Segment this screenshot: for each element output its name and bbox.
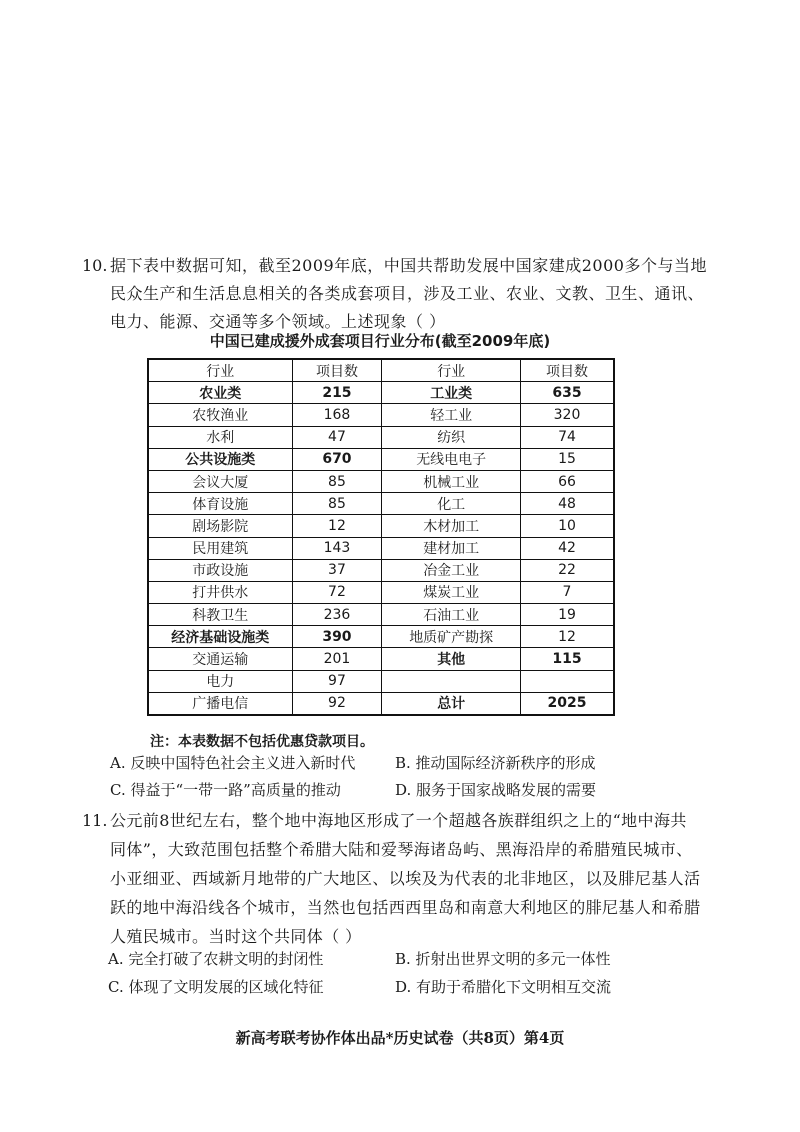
table-cell: 广播电信 <box>148 692 292 715</box>
table-cell: 农牧渔业 <box>148 404 292 426</box>
table-cell: 电力 <box>148 670 292 692</box>
table-cell: 115 <box>521 648 615 670</box>
table-row <box>148 559 614 581</box>
header-cell: 项目数 <box>521 359 615 382</box>
table-cell: 670 <box>292 448 382 470</box>
table-cell <box>521 670 615 692</box>
question-11 <box>82 806 702 951</box>
table-row <box>148 426 614 448</box>
table-row <box>148 626 614 648</box>
table-cell: 总计 <box>382 692 521 715</box>
table-header-row <box>148 359 614 382</box>
table-cell: 48 <box>521 493 615 515</box>
table-cell: 215 <box>292 382 382 404</box>
table-cell: 19 <box>521 604 615 626</box>
table-cell: 143 <box>292 537 382 559</box>
q11-option-a[interactable]: A. 完全打破了农耕文明的封闭性 <box>108 950 324 968</box>
question-stem: 公元前8世纪左右，整个地中海地区形成了一个超越各族群组织之上的“地中海共同体”，大致范围包括整个希腊大陆和爱琴海诸岛屿、黑海沿岸的希腊殖民城市、小亚细亚、西域新月地带的广大地区、以埃及为代表的北非地区，以及腓尼基人活跃的地中海沿线各个城市，当然也包括西西里岛和南意大利地区的腓尼基人和希腊人殖民城市。当时这个共同体（ ） <box>110 811 701 946</box>
question-number: 10. <box>82 256 108 275</box>
header-cell: 行业 <box>382 359 521 382</box>
table-cell: 体育设施 <box>148 493 292 515</box>
table-cell: 635 <box>521 382 615 404</box>
q11-option-d[interactable]: D. 有助于希腊化下文明相互交流 <box>395 978 612 996</box>
q10-option-b[interactable]: B. 推动国际经济新秩序的形成 <box>395 754 596 772</box>
table-cell: 经济基础设施类 <box>148 626 292 648</box>
table-cell: 其他 <box>382 648 521 670</box>
question-10 <box>82 252 712 336</box>
table-cell: 石油工业 <box>382 604 521 626</box>
table-row <box>148 537 614 559</box>
table-cell: 72 <box>292 581 382 603</box>
table-cell: 22 <box>521 559 615 581</box>
table-cell: 201 <box>292 648 382 670</box>
table-cell <box>382 670 521 692</box>
table-cell: 47 <box>292 426 382 448</box>
table-cell: 15 <box>521 448 615 470</box>
table-row <box>148 648 614 670</box>
table-cell: 化工 <box>382 493 521 515</box>
table-cell: 轻工业 <box>382 404 521 426</box>
table-cell: 7 <box>521 581 615 603</box>
table-cell: 市政设施 <box>148 559 292 581</box>
table-row <box>148 604 614 626</box>
table-cell: 12 <box>521 626 615 648</box>
table-cell: 木材加工 <box>382 515 521 537</box>
table-row <box>148 692 614 715</box>
table-cell: 85 <box>292 493 382 515</box>
table-cell: 水利 <box>148 426 292 448</box>
table-cell: 剧场影院 <box>148 515 292 537</box>
table-cell: 民用建筑 <box>148 537 292 559</box>
table-cell: 机械工业 <box>382 470 521 492</box>
table-title: 中国已建成援外成套项目行业分布(截至2009年底) <box>209 332 551 350</box>
table-row <box>148 382 614 404</box>
table-cell: 公共设施类 <box>148 448 292 470</box>
table-cell: 地质矿产勘探 <box>382 626 521 648</box>
q11-option-b[interactable]: B. 折射出世界文明的多元一体性 <box>395 950 611 968</box>
table-row <box>148 404 614 426</box>
table-cell: 交通运输 <box>148 648 292 670</box>
table-row <box>148 493 614 515</box>
q10-option-a[interactable]: A. 反映中国特色社会主义进入新时代 <box>110 754 356 772</box>
table-row <box>148 581 614 603</box>
table-row <box>148 448 614 470</box>
header-cell: 行业 <box>148 359 292 382</box>
page-footer: 新高考联考协作体出品*历史试卷（共8页）第4页 <box>235 1029 565 1047</box>
question-stem: 据下表中数据可知，截至2009年底，中国共帮助发展中国家建成2000多个与当地民众生产和生活息息相关的各类成套项目，涉及工业、农业、文教、卫生、通讯、电力、能源、交通等多个领域。上述现象（ ） <box>110 256 707 331</box>
table-cell: 85 <box>292 470 382 492</box>
q10-option-d[interactable]: D. 服务于国家战略发展的需要 <box>395 781 597 799</box>
header-cell: 项目数 <box>292 359 382 382</box>
table-cell: 92 <box>292 692 382 715</box>
table-cell: 10 <box>521 515 615 537</box>
table-cell: 会议大厦 <box>148 470 292 492</box>
table-cell: 科教卫生 <box>148 604 292 626</box>
table-cell: 工业类 <box>382 382 521 404</box>
table-cell: 97 <box>292 670 382 692</box>
table-cell: 煤炭工业 <box>382 581 521 603</box>
table-cell: 37 <box>292 559 382 581</box>
table-cell: 打井供水 <box>148 581 292 603</box>
table-cell: 74 <box>521 426 615 448</box>
table-cell: 12 <box>292 515 382 537</box>
q10-option-c[interactable]: C. 得益于“一带一路”高质量的推动 <box>110 781 341 799</box>
table-cell: 无线电电子 <box>382 448 521 470</box>
table-cell: 168 <box>292 404 382 426</box>
q11-option-c[interactable]: C. 体现了文明发展的区域化特征 <box>108 978 324 996</box>
table-cell: 66 <box>521 470 615 492</box>
table-cell: 纺织 <box>382 426 521 448</box>
table-row <box>148 670 614 692</box>
table-cell: 320 <box>521 404 615 426</box>
table-cell: 42 <box>521 537 615 559</box>
table-cell: 236 <box>292 604 382 626</box>
table-cell: 390 <box>292 626 382 648</box>
table-cell: 2025 <box>521 692 615 715</box>
table-row <box>148 470 614 492</box>
table-row <box>148 515 614 537</box>
table-cell: 农业类 <box>148 382 292 404</box>
table-cell: 建材加工 <box>382 537 521 559</box>
table-cell: 冶金工业 <box>382 559 521 581</box>
question-number: 11. <box>82 811 108 830</box>
aid-projects-table <box>147 358 615 716</box>
table-note: 注：本表数据不包括优惠贷款项目。 <box>150 734 374 750</box>
